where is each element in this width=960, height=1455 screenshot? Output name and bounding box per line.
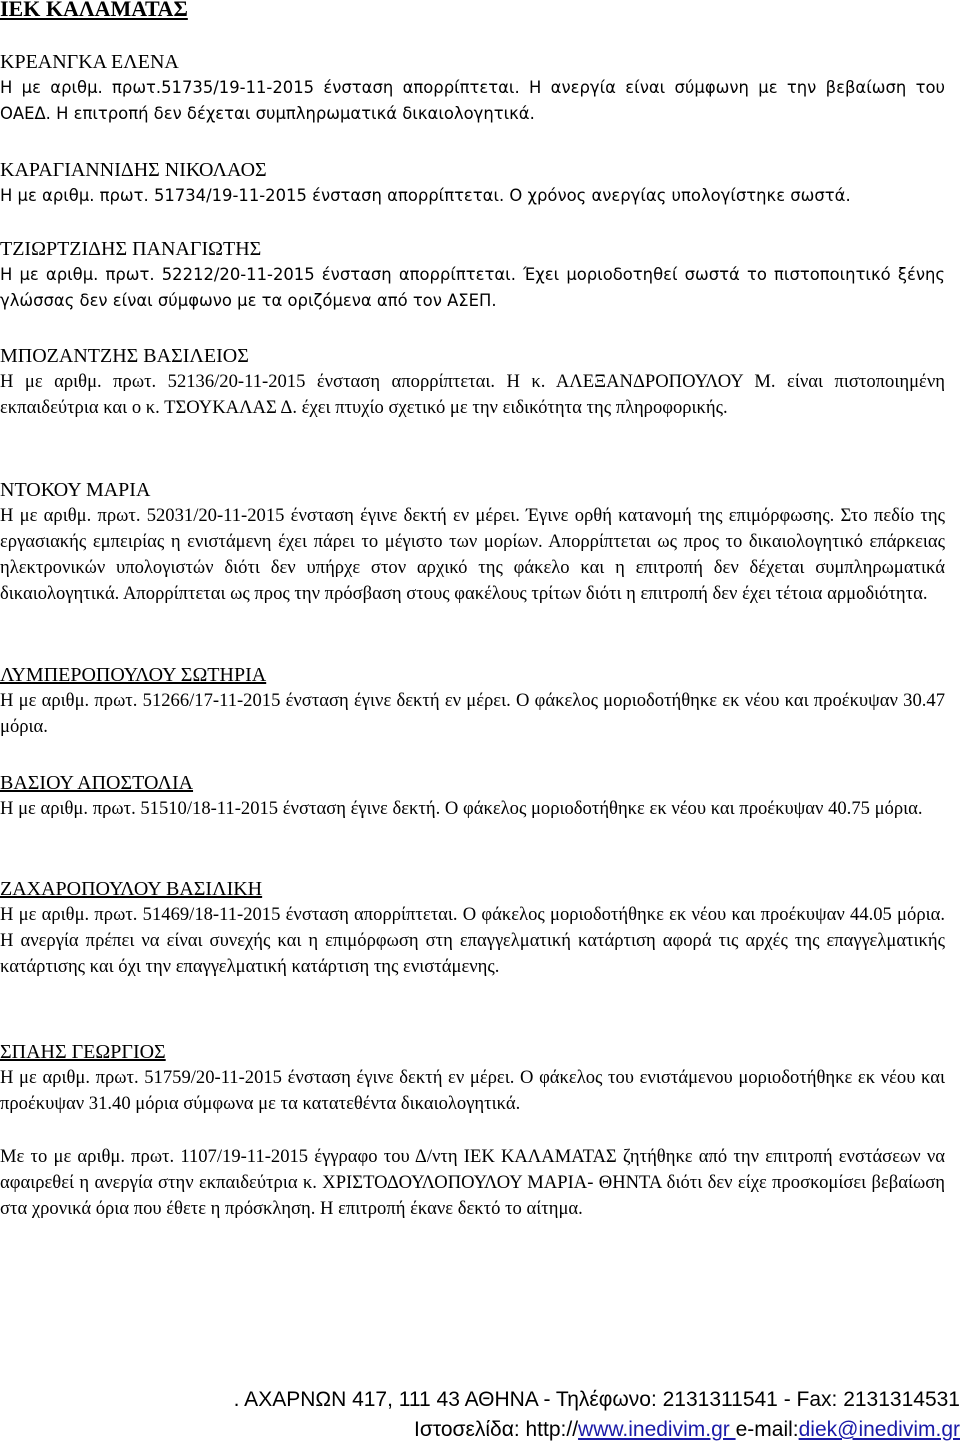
email-link[interactable]: diek@inedivim.gr	[798, 1418, 960, 1441]
entry-2	[0, 157, 945, 209]
entry-6	[0, 662, 945, 740]
entry-name: ΖΑΧΑΡΟΠΟΥΛΟΥ ΒΑΣΙΛΙΚΗ	[0, 878, 263, 900]
entry-name: ΚΑΡΑΓΙΑΝΝΙΔΗΣ ΝΙΚΟΛΑΟΣ	[0, 159, 267, 181]
entry-name: ΣΠΑΗΣ ΓΕΩΡΓΙΟΣ	[0, 1041, 166, 1063]
entry-text: Η με αριθμ. πρωτ. 51759/20-11-2015 ένσταση έγινε δεκτή εν μέρει. Ο φάκελος του ενιστάμενου μοριοδοτήθηκε εκ νέου και προέκυψαν 31.40 μόρια σύμφωνα με τα κατατεθέντα δικαιολογητικά.	[0, 1067, 945, 1114]
document-heading: ΙΕΚ ΚΑΛΑΜΑΤΑΣ	[0, 0, 188, 21]
footer-contact-line	[0, 1415, 960, 1445]
entry-text: Η με αριθμ. πρωτ. 51510/18-11-2015 ένσταση έγινε δεκτή. Ο φάκελος μοριοδοτήθηκε εκ νέου και προέκυψαν 40.75 μόρια.	[0, 798, 923, 819]
entry-name: ΝΤΟΚΟΥ ΜΑΡΙΑ	[0, 479, 151, 501]
page-footer	[0, 1385, 960, 1445]
entry-9	[0, 1039, 945, 1117]
entry-7	[0, 770, 945, 822]
entry-name: ΜΠΟΖΑΝΤΖΗΣ ΒΑΣΙΛΕΙΟΣ	[0, 345, 249, 367]
entry-name: ΚΡΕΑΝΓΚΑ ΕΛΕΝΑ	[0, 51, 179, 73]
entry-name: ΤΖΙΩΡΤΖΙΔΗΣ ΠΑΝΑΓΙΩΤΗΣ	[0, 238, 262, 260]
entry-8	[0, 876, 945, 980]
entry-3	[0, 236, 945, 314]
footer-email-label: e-mail:	[735, 1418, 799, 1441]
entry-1	[0, 49, 945, 127]
entry-text: Η με αριθμ. πρωτ. 52136/20-11-2015 ένσταση απορρίπτεται. Η κ. ΑΛΕΞΑΝΔΡΟΠΟΥΛΟΥ Μ. είναι πιστοποιημένη εκπαιδεύτρια και ο κ. ΤΣΟΥΚΑΛΑΣ Δ. έχει πτυχίο σχετικό με την ειδικότητα της πληροφορικής.	[0, 371, 945, 418]
entry-name: ΒΑΣΙΟΥ ΑΠΟΣΤΟΛΙΑ	[0, 772, 194, 794]
entry-4	[0, 343, 945, 421]
website-link[interactable]: www.inedivim.gr	[578, 1418, 736, 1441]
footer-address: . ΑΧΑΡΝΩΝ 417, 111 43 ΑΘΗΝΑ - Τηλέφωνο: 2131311541 - Fax: 2131314531	[233, 1388, 960, 1411]
entry-text: Η με αριθμ. πρωτ. 51469/18-11-2015 ένσταση απορρίπτεται. Ο φάκελος μοριοδοτήθηκε εκ νέου και προέκυψαν 44.05 μόρια. Η ανεργία πρέπει να είναι συνεχής και η επιμόρφωση στη επαγγελματική κατάρτιση αφορά τις αρχές της επαγγελματικής κατάρτισης και όχι την επαγγελματική κατάρτιση της ενιστάμενης.	[0, 904, 945, 977]
entry-5	[0, 477, 945, 607]
entry-text: Η με αριθμ. πρωτ. 52031/20-11-2015 ένσταση έγινε δεκτή εν μέρει. Έγινε ορθή κατανομή της επιμόρφωσης. Στο πεδίο της εργασιακής εμπειρίας η ενιστάμενη έχει πάρει το μέγιστο των μορίων. Απορρίπτεται ως προς το δικαιολογητικό επάρκειας ηλεκτρονικών υπολογιστών διότι δεν υπήρχε στον αρχικό της φάκελο και η επιτροπή δεν δέχεται συμπληρωματικά δικαιολογητικά. Απορρίπτεται ως προς την πρόσβαση στους φακέλους τρίτων διότι η επιτροπή δεν έχει τέτοια αρμοδιότητα.	[0, 505, 945, 604]
closing-paragraph	[0, 1144, 945, 1222]
entry-text: Η με αριθμ. πρωτ. 52212/20-11-2015 ένσταση απορρίπτεται. Έχει μοριοδοτηθεί σωστά το πιστοποιητικό ξένης γλώσσας δεν είναι σύμφωνο με τα οριζόμενα από τον ΑΣΕΠ.	[0, 265, 945, 310]
closing-text: Με το με αριθμ. πρωτ. 1107/19-11-2015 έγγραφο του Δ/ντη ΙΕΚ ΚΑΛΑΜΑΤΑΣ ζητήθηκε από την επιτροπή ενστάσεων να αφαιρεθεί η ανεργία στην εκπαιδεύτρια κ. ΧΡΙΣΤΟΔΟΥΛΟΠΟΥΛΟΥ ΜΑΡΙΑ- ΘΗΝΤΑ διότι δεν είχε προσκομίσει βεβαίωση στα χρονικά όρια που έθετε η πρόσκληση. Η επιτροπή έκανε δεκτό το αίτημα.	[0, 1146, 945, 1219]
entry-text: Η με αριθμ. πρωτ. 51734/19-11-2015 ένσταση απορρίπτεται. Ο χρόνος ανεργίας υπολογίστηκε σωστά.	[0, 186, 851, 205]
entry-text: Η με αριθμ. πρωτ. 51266/17-11-2015 ένσταση έγινε δεκτή εν μέρει. Ο φάκελος μοριοδοτήθηκε εκ νέου και προέκυψαν 30.47 μόρια.	[0, 690, 945, 737]
entry-text: Η με αριθμ. πρωτ.51735/19-11-2015 ένσταση απορρίπτεται. Η ανεργία είναι σύμφωνη με την βεβαίωση του ΟΑΕΔ. Η επιτροπή δεν δέχεται συμπληρωματικά δικαιολογητικά.	[0, 78, 945, 123]
entry-name: ΛΥΜΠΕΡΟΠΟΥΛΟΥ ΣΩΤΗΡΙΑ	[0, 664, 267, 686]
footer-website-label: Ιστοσελίδα: http://	[414, 1418, 579, 1441]
